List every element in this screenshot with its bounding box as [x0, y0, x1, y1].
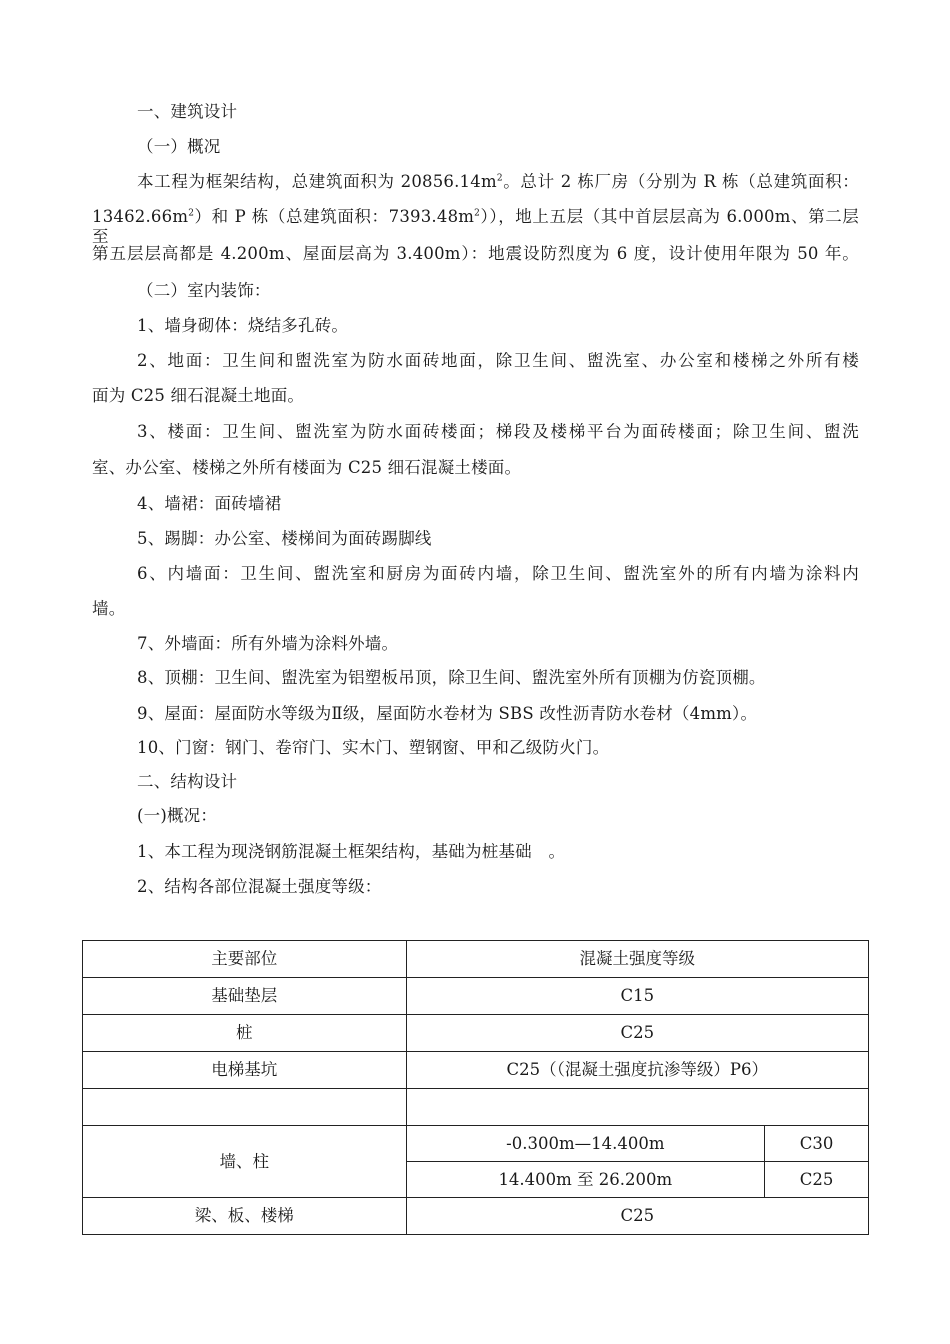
cell-elevation-range: -0.300m—14.400m [406, 1126, 765, 1162]
overview-line-1 [137, 172, 859, 192]
cell-elevation-range: 14.400m 至 26.200m [406, 1162, 765, 1198]
item-2-line-1: 2、地面：卫生间和盥洗室为防水面砖地面，除卫生间、盥洗室、办公室和楼梯之外所有楼 [137, 351, 859, 370]
table-row-empty [83, 1089, 869, 1126]
item-4: 4、墙裙：面砖墙裙 [137, 494, 282, 513]
overview-text-1b: 。总计 2 栋厂房（分别为 R 栋（总建筑面积： [502, 172, 860, 191]
cell-grade: C25 [765, 1162, 869, 1198]
table-row [83, 1198, 869, 1235]
overview-text-2c: ）），地上五层（其中首层层高为 6.000m、第二层至 [92, 207, 859, 246]
item-3-line-1: 3、楼面：卫生间、盥洗室为防水面砖楼面；梯段及楼梯平台为面砖楼面；除卫生间、盥洗 [137, 422, 859, 441]
item-7: 7、外墙面：所有外墙为涂料外墙。 [137, 634, 399, 653]
cell-grade: C30 [765, 1126, 869, 1162]
superscript: 2 [188, 208, 195, 219]
item-2-line-2: 面为 C25 细石混凝土地面。 [92, 386, 305, 405]
item-1: 1、墙身砌体：烧结多孔砖。 [137, 316, 349, 335]
subsection-interior: （二）室内装饰： [137, 281, 271, 300]
cell-part: 墙、柱 [83, 1126, 407, 1198]
cell-part: 电梯基坑 [83, 1052, 407, 1089]
superscript: 2 [474, 208, 481, 219]
cell-part: 桩 [83, 1015, 407, 1052]
table-header-row [83, 941, 869, 978]
cell-grade: C25 [406, 1198, 868, 1235]
subsection-structure-overview: (一)概况： [137, 806, 218, 825]
item-9: 9、屋面：屋面防水等级为Ⅱ级，屋面防水卷材为 SBS 改性沥青防水卷材（4mm）。 [137, 704, 758, 723]
cell-grade: C25（（混凝土强度抗渗等级）P6） [406, 1052, 868, 1089]
cell-grade [406, 1089, 868, 1126]
overview-line-3: 第五层层高都是 4.200m、屋面层高为 3.400m）：地震设防烈度为 6 度，设计使用年限为 50 年。 [92, 244, 859, 263]
overview-line-2 [92, 207, 859, 247]
table-row [83, 1126, 869, 1162]
overview-text-2a: 13462.66m [92, 207, 189, 226]
item-3-line-2: 室、办公室、楼梯之外所有楼面为 C25 细石混凝土楼面。 [92, 458, 522, 477]
cell-part: 基础垫层 [83, 978, 407, 1015]
cell-grade: C25 [406, 1015, 868, 1052]
table-row [83, 978, 869, 1015]
header-cell-grade: 混凝土强度等级 [406, 941, 868, 978]
item-6-line-1: 6、内墙面：卫生间、盥洗室和厨房为面砖内墙，除卫生间、盥洗室外的所有内墙为涂料内 [137, 564, 859, 583]
overview-text-1a: 本工程为框架结构，总建筑面积为 20856.14m [137, 172, 497, 191]
table-row [83, 1015, 869, 1052]
cell-part: 梁、板、楼梯 [83, 1198, 407, 1235]
structure-item-2: 2、结构各部位混凝土强度等级： [137, 877, 382, 896]
structure-item-1: 1、本工程为现浇钢筋混凝土框架结构，基础为桩基础 。 [137, 842, 566, 861]
section-title-architecture: 一、建筑设计 [137, 102, 238, 121]
item-6-line-2: 墙。 [92, 599, 126, 618]
overview-text-2b: ）和 P 栋（总建筑面积：7393.48m [194, 207, 475, 226]
concrete-grade-table [82, 940, 869, 1235]
header-cell-part: 主要部位 [83, 941, 407, 978]
cell-grade: C15 [406, 978, 868, 1015]
superscript: 2 [496, 173, 503, 184]
item-5: 5、踢脚：办公室、楼梯间为面砖踢脚线 [137, 529, 432, 548]
item-8: 8、顶棚：卫生间、盥洗室为铝塑板吊顶，除卫生间、盥洗室外所有顶棚为仿瓷顶棚。 [137, 668, 766, 687]
item-10: 10、门窗：钢门、卷帘门、实木门、塑钢窗、甲和乙级防火门。 [137, 738, 610, 757]
cell-part [83, 1089, 407, 1126]
subsection-overview: （一）概况 [137, 137, 221, 156]
table-row [83, 1052, 869, 1089]
section-title-structure: 二、结构设计 [137, 772, 238, 791]
